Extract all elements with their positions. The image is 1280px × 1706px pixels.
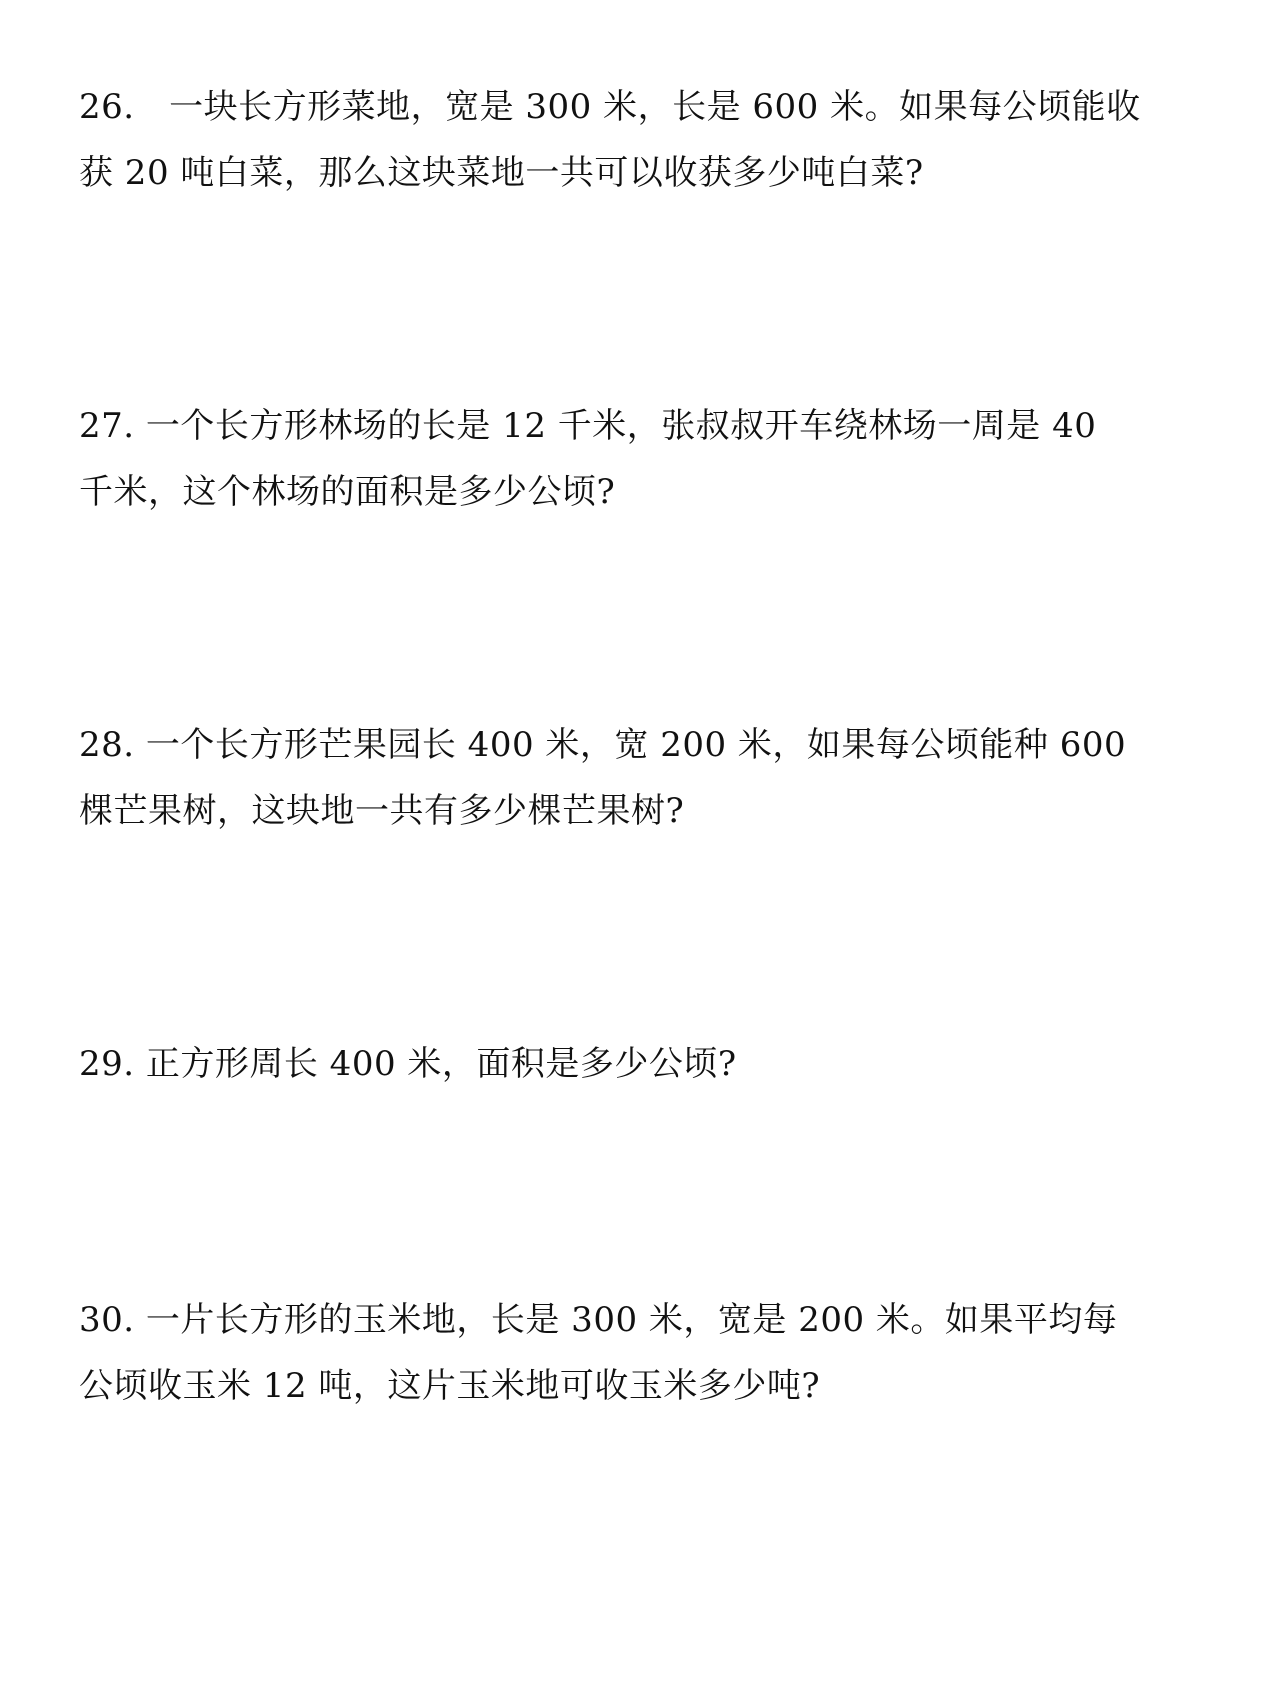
problem-29-line-1: 29. 正方形周长 400 米，面积是多少公顷? (79, 1044, 737, 1084)
problem-30-line-1: 30. 一片长方形的玉米地，长是 300 米，宽是 200 米。如果平均每 (79, 1300, 1118, 1340)
problem-26-line-2: 获 20 吨白菜，那么这块菜地一共可以收获多少吨白菜? (79, 153, 924, 193)
problem-28 (79, 712, 1219, 844)
problem-30 (79, 1287, 1219, 1419)
watermark (1010, 1664, 1260, 1694)
problem-28-line-2: 棵芒果树，这块地一共有多少棵芒果树? (79, 791, 685, 831)
problem-30-line-2: 公顷收玉米 12 吨，这片玉米地可收玉米多少吨? (79, 1366, 821, 1406)
problem-27 (79, 393, 1219, 525)
problem-27-line-2: 千米，这个林场的面积是多少公顷? (79, 472, 616, 512)
problem-27-line-1: 27. 一个长方形林场的长是 12 千米，张叔叔开车绕林场一周是 40 (79, 406, 1097, 446)
problem-28-line-1: 28. 一个长方形芒果园长 400 米，宽 200 米，如果每公顷能种 600 (79, 725, 1127, 765)
problem-26-line-1: 26. 一块长方形菜地，宽是 300 米，长是 600 米。如果每公顷能收 (79, 87, 1141, 127)
problem-26 (79, 74, 1219, 206)
problem-29 (79, 1031, 1219, 1097)
